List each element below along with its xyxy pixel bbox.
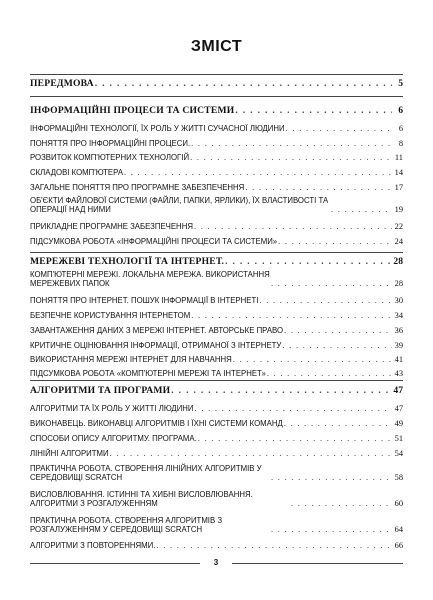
toc-entry-text: ПРИКЛАДНЕ ПРОГРАМНЕ ЗАБЕЗПЕЧЕННЯ xyxy=(30,222,193,231)
toc-section-title: ПЕРЕДМОВА xyxy=(30,78,94,89)
toc-entry[interactable] xyxy=(30,222,403,231)
footer-page-number: 3 xyxy=(213,558,219,567)
toc-entry-text: ЛІНІЙНІ АЛГОРИТМИ xyxy=(30,449,109,458)
toc-page-number: 36 xyxy=(394,326,403,335)
leader-dots xyxy=(284,419,392,428)
page-title: ЗМІСТ xyxy=(190,38,243,55)
leader-dots xyxy=(271,525,392,534)
toc-entry-text: ПІДСУМКОВА РОБОТА «ІНФОРМАЦІЙНІ ПРОЦЕСИ ТА СИСТЕМИ» xyxy=(30,237,278,246)
leader-dots xyxy=(198,434,392,443)
toc-entry-text: ПРАКТИЧНА РОБОТА. СТВОРЕННЯ АЛГОРИТМІВ З РОЗГАЛУЖЕННЯМ У СЕРЕДОВИЩІ SCRATCH xyxy=(30,516,223,534)
toc-page-number: 30 xyxy=(394,296,403,305)
toc-entry[interactable] xyxy=(30,139,403,148)
toc-entry-text: РОЗВИТОК КОМП'ЮТЕРНИХ ТЕХНОЛОГІЙ xyxy=(30,153,190,162)
toc-entry-text: КРИТИЧНЕ ОЦІНЮВАННЯ ІНФОРМАЦІЇ, ОТРИМАНОЇ З ІНТЕРНЕТУ xyxy=(30,341,282,350)
toc-page-number: 6 xyxy=(398,105,403,116)
leader-dots xyxy=(271,279,392,288)
leader-dots xyxy=(110,449,392,458)
toc-entry[interactable] xyxy=(30,419,403,428)
toc-entry-text: АЛГОРИТМИ ТА ЇХ РОЛЬ У ЖИТТІ ЛЮДИНИ xyxy=(30,404,194,413)
toc-page-number: 24 xyxy=(394,237,403,246)
toc-page-number: 28 xyxy=(393,256,403,267)
toc-entry[interactable] xyxy=(30,183,403,192)
divider xyxy=(30,74,403,75)
toc-entry-text: ЗАВАНТАЖЕННЯ ДАНИХ З МЕРЕЖІ ІНТЕРНЕТ. АВТОРСЬКЕ ПРАВО xyxy=(30,326,284,335)
toc-page-number: 49 xyxy=(394,419,403,428)
toc-page-number: 43 xyxy=(394,369,403,378)
toc-section[interactable] xyxy=(30,257,403,266)
leader-dots xyxy=(190,153,392,162)
leader-dots xyxy=(282,341,392,350)
toc-page-number: 47 xyxy=(393,385,403,396)
toc-page-number: 28 xyxy=(394,279,403,288)
footer-rule-left xyxy=(30,563,200,564)
toc-page-number: 47 xyxy=(394,404,403,413)
leader-dots xyxy=(124,168,392,177)
leader-dots xyxy=(291,499,392,508)
toc-page-number: 60 xyxy=(394,499,403,508)
toc-entry-text: ПІДСУМКОВА РОБОТА «КОМП'ЮТЕРНІ МЕРЕЖІ ТА ІНТЕРНЕТ» xyxy=(30,369,266,378)
leader-dots xyxy=(245,183,392,192)
toc-page-number: 58 xyxy=(394,473,403,482)
toc-entry[interactable] xyxy=(30,404,403,413)
divider xyxy=(30,96,403,97)
toc-entry[interactable] xyxy=(30,369,403,378)
toc-entry-text: ВИКОНАВЕЦЬ. ВИКОНАВЦІ АЛГОРИТМІВ І ЇХНІ СИСТЕМИ КОМАНД xyxy=(30,419,283,428)
toc-entry[interactable] xyxy=(30,237,403,246)
toc-section[interactable] xyxy=(30,386,403,395)
toc-page-number: 8 xyxy=(398,139,403,148)
toc-page-number: 51 xyxy=(394,434,403,443)
toc-entry-text: СПОСОБИ ОПИСУ АЛГОРИТМУ. ПРОГРАМА. xyxy=(30,434,197,443)
leader-dots xyxy=(225,257,392,266)
leader-dots xyxy=(259,296,392,305)
leader-dots xyxy=(171,386,392,395)
toc-page-number: 34 xyxy=(394,311,403,320)
toc-entry[interactable] xyxy=(30,168,403,177)
toc-section[interactable] xyxy=(30,79,403,88)
toc-entry-text: ПОНЯТТЯ ПРО ІНТЕРНЕТ. ПОШУК ІНФОРМАЦІЇ В ІНТЕРНЕТІ xyxy=(30,296,259,305)
leader-dots xyxy=(191,311,392,320)
toc-page-number: 6 xyxy=(398,124,403,133)
toc-page-number: 19 xyxy=(394,205,403,214)
toc-section-title: ІНФОРМАЦІЙНІ ПРОЦЕСИ ТА СИСТЕМИ xyxy=(30,105,235,116)
toc-entry-text: ОБ'ЄКТИ ФАЙЛОВОЇ СИСТЕМИ (ФАЙЛИ, ПАПКИ, ЯРЛИКИ), ЇХ ВЛАСТИВОСТІ ТА ОПЕРАЦІЇ НАД НИМИ xyxy=(30,196,329,214)
toc-section-title: МЕРЕЖЕВІ ТЕХНОЛОГІЇ ТА ІНТЕРНЕТ. xyxy=(30,256,225,267)
toc-entry[interactable] xyxy=(30,296,403,305)
toc-page-number: 39 xyxy=(394,341,403,350)
leader-dots xyxy=(194,222,392,231)
toc-entry-text: ІНФОРМАЦІЙНІ ТЕХНОЛОГІЇ, ЇХ РОЛЬ У ЖИТТІ СУЧАСНОЇ ЛЮДИНИ xyxy=(30,124,285,133)
toc-entry[interactable] xyxy=(30,326,403,335)
leader-dots xyxy=(235,106,392,115)
leader-dots xyxy=(156,541,392,550)
leader-dots xyxy=(267,369,392,378)
toc-page-number: 66 xyxy=(394,541,403,550)
toc-page-number: 64 xyxy=(394,525,403,534)
toc-section[interactable] xyxy=(30,106,403,115)
toc-page-number: 17 xyxy=(394,183,403,192)
toc-entry-text: ВИКОРИСТАННЯ МЕРЕЖІ ІНТЕРНЕТ ДЛЯ НАВЧАННЯ xyxy=(30,355,232,364)
toc-entry-text: ПОНЯТТЯ ПРО ІНФОРМАЦІЙНІ ПРОЦЕСИ. xyxy=(30,139,191,148)
toc-entry[interactable] xyxy=(30,196,403,214)
toc-entry-text: ПРАКТИЧНА РОБОТА. СТВОРЕННЯ ЛІНІЙНИХ АЛГОРИТМІВ У СЕРЕДОВИЩІ SCRATCH xyxy=(30,464,262,482)
toc-entry-text: БЕЗПЕЧНЕ КОРИСТУВАННЯ ІНТЕРНЕТОМ xyxy=(30,311,191,320)
toc-page-number: 14 xyxy=(394,168,403,177)
footer-rule-right xyxy=(232,563,403,564)
toc-page-number: 5 xyxy=(398,78,403,89)
leader-dots xyxy=(233,355,392,364)
toc-entry[interactable] xyxy=(30,516,403,534)
divider xyxy=(30,252,403,253)
leader-dots xyxy=(284,326,392,335)
toc-entry[interactable] xyxy=(30,355,403,364)
toc-entry-text: АЛГОРИТМИ З ПОВТОРЕННЯМИ. xyxy=(30,541,156,550)
leader-dots xyxy=(271,473,392,482)
toc-page-number: 54 xyxy=(394,449,403,458)
leader-dots xyxy=(191,139,392,148)
toc-section-title: АЛГОРИТМИ ТА ПРОГРАМИ xyxy=(30,385,171,396)
toc-entry[interactable] xyxy=(30,311,403,320)
divider xyxy=(30,380,403,381)
toc-entry[interactable] xyxy=(30,434,403,443)
toc-page-number: 22 xyxy=(394,222,403,231)
toc-entry-text: КОМП'ЮТЕРНІ МЕРЕЖІ. ЛОКАЛЬНА МЕРЕЖА. ВИКОРИСТАННЯ МЕРЕЖЕВИХ ПАПОК xyxy=(30,270,270,288)
toc-entry[interactable] xyxy=(30,541,403,550)
toc-entry[interactable] xyxy=(30,270,403,288)
toc-entry[interactable] xyxy=(30,124,403,133)
toc-page-number: 41 xyxy=(394,355,403,364)
toc-entry-text: СКЛАДОВІ КОМП'ЮТЕРА xyxy=(30,168,124,177)
toc-entry-text: ВИСЛОВЛЮВАННЯ. ІСТИННІ ТА ХИБНІ ВИСЛОВЛЮВАННЯ. АЛГОРИТМИ З РОЗГАЛУЖЕННЯМ xyxy=(30,490,253,508)
toc-entry[interactable] xyxy=(30,341,403,350)
leader-dots xyxy=(278,237,392,246)
toc-entry[interactable] xyxy=(30,153,403,162)
leader-dots xyxy=(331,205,392,214)
toc-entry[interactable] xyxy=(30,449,403,458)
toc-entry-text: ЗАГАЛЬНЕ ПОНЯТТЯ ПРО ПРОГРАМНЕ ЗАБЕЗПЕЧЕННЯ xyxy=(30,183,245,192)
leader-dots xyxy=(286,124,392,133)
toc-entry[interactable] xyxy=(30,490,403,508)
leader-dots xyxy=(195,404,392,413)
leader-dots xyxy=(95,79,392,88)
toc-entry[interactable] xyxy=(30,464,403,482)
toc-page-number: 11 xyxy=(394,153,403,162)
